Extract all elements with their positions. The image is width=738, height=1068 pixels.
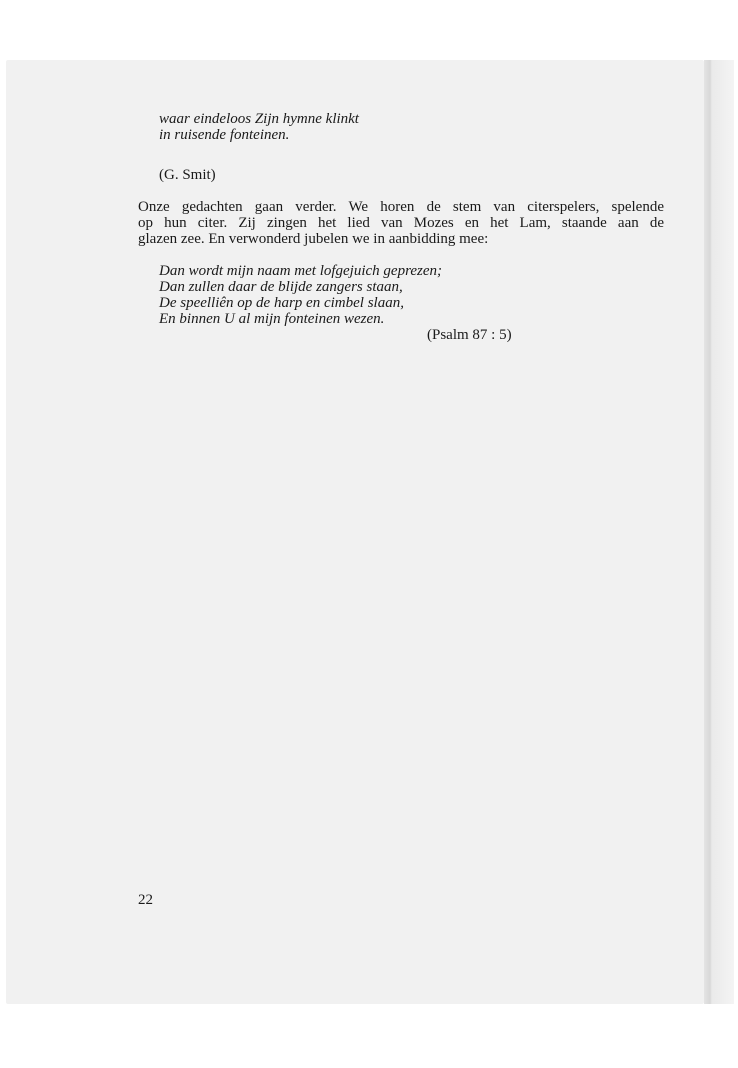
poem-line: in ruisende fonteinen. [159, 127, 290, 143]
paragraph-line: op hun citer. Zij zingen het lied van Mozes en het Lam, staande aan de [138, 215, 664, 231]
psalm-reference: (Psalm 87 : 5) [427, 327, 512, 343]
poem-attribution: (G. Smit) [159, 167, 216, 183]
poem-top [159, 111, 359, 143]
page-number: 22 [138, 892, 153, 908]
psalm-line: De speelliên op de harp en cimbel slaan, [159, 295, 404, 311]
paragraph-line: Onze gedachten gaan verder. We horen de stem van citerspelers, spelende [138, 199, 664, 215]
psalm-line: Dan zullen daar de blijde zangers staan, [159, 279, 403, 295]
psalm-line: En binnen U al mijn fonteinen wezen. [159, 311, 385, 327]
paragraph-line: glazen zee. En verwonderd jubelen we in aanbidding mee: [138, 231, 489, 247]
psalm-verse [159, 263, 442, 327]
body-paragraph [138, 199, 664, 247]
page-edge [704, 60, 734, 1004]
poem-line: waar eindeloos Zijn hymne klinkt [159, 111, 359, 127]
psalm-line: Dan wordt mijn naam met lofgejuich geprezen; [159, 263, 443, 279]
